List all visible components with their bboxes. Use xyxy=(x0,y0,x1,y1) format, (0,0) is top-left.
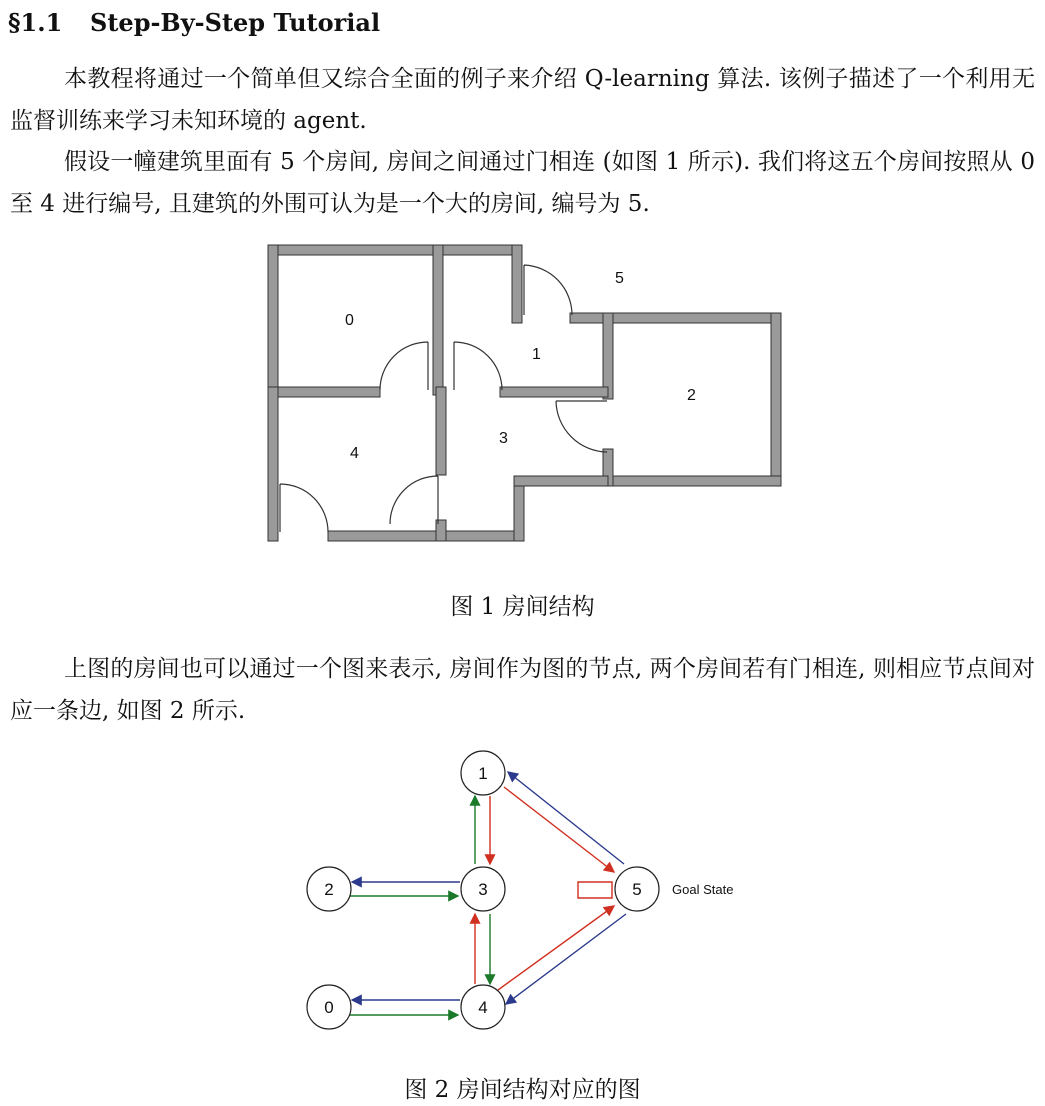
room-3-label: 3 xyxy=(499,430,508,447)
paragraph-intro: 本教程将通过一个简单但又综合全面的例子来介绍 Q-learning 算法. 该例子描述了一个利用无监督训练来学习未知环境的 agent. xyxy=(10,66,1035,134)
room-0-label: 0 xyxy=(345,312,354,329)
room-1-label: 1 xyxy=(532,346,541,363)
paragraph-graph: 上图的房间也可以通过一个图来表示, 房间作为图的节点, 两个房间若有门相连, 则相应节点间对应一条边, 如图 2 所示. xyxy=(10,656,1035,724)
node-5-label: 5 xyxy=(632,880,642,899)
node-1-label: 1 xyxy=(478,764,488,783)
figure1-caption: 图 1 房间结构 xyxy=(450,594,595,620)
figure2-caption: 图 2 房间结构对应的图 xyxy=(404,1077,641,1103)
paragraph-rooms: 假设一幢建筑里面有 5 个房间, 房间之间通过门相连 (如图 1 所示). 我们将这五个房间按照从 0 至 4 进行编号, 且建筑的外围可认为是一个大的房间, 编号为 5. xyxy=(10,149,1035,217)
section-number: §1.1 xyxy=(8,8,63,37)
node-4-label: 4 xyxy=(478,998,488,1017)
floor-plan-figure xyxy=(260,238,800,548)
section-heading xyxy=(8,8,380,37)
section-title: Step-By-Step Tutorial xyxy=(90,8,381,37)
room-2-label: 2 xyxy=(687,387,696,404)
node-2-label: 2 xyxy=(324,880,334,899)
node-labels xyxy=(324,764,641,1017)
node-3-label: 3 xyxy=(478,880,488,899)
room-4-label: 4 xyxy=(350,445,359,462)
node-0-label: 0 xyxy=(324,998,334,1017)
goal-state-label: Goal State xyxy=(672,882,734,897)
room-5-label: 5 xyxy=(615,270,624,287)
room-graph-figure xyxy=(295,745,755,1035)
